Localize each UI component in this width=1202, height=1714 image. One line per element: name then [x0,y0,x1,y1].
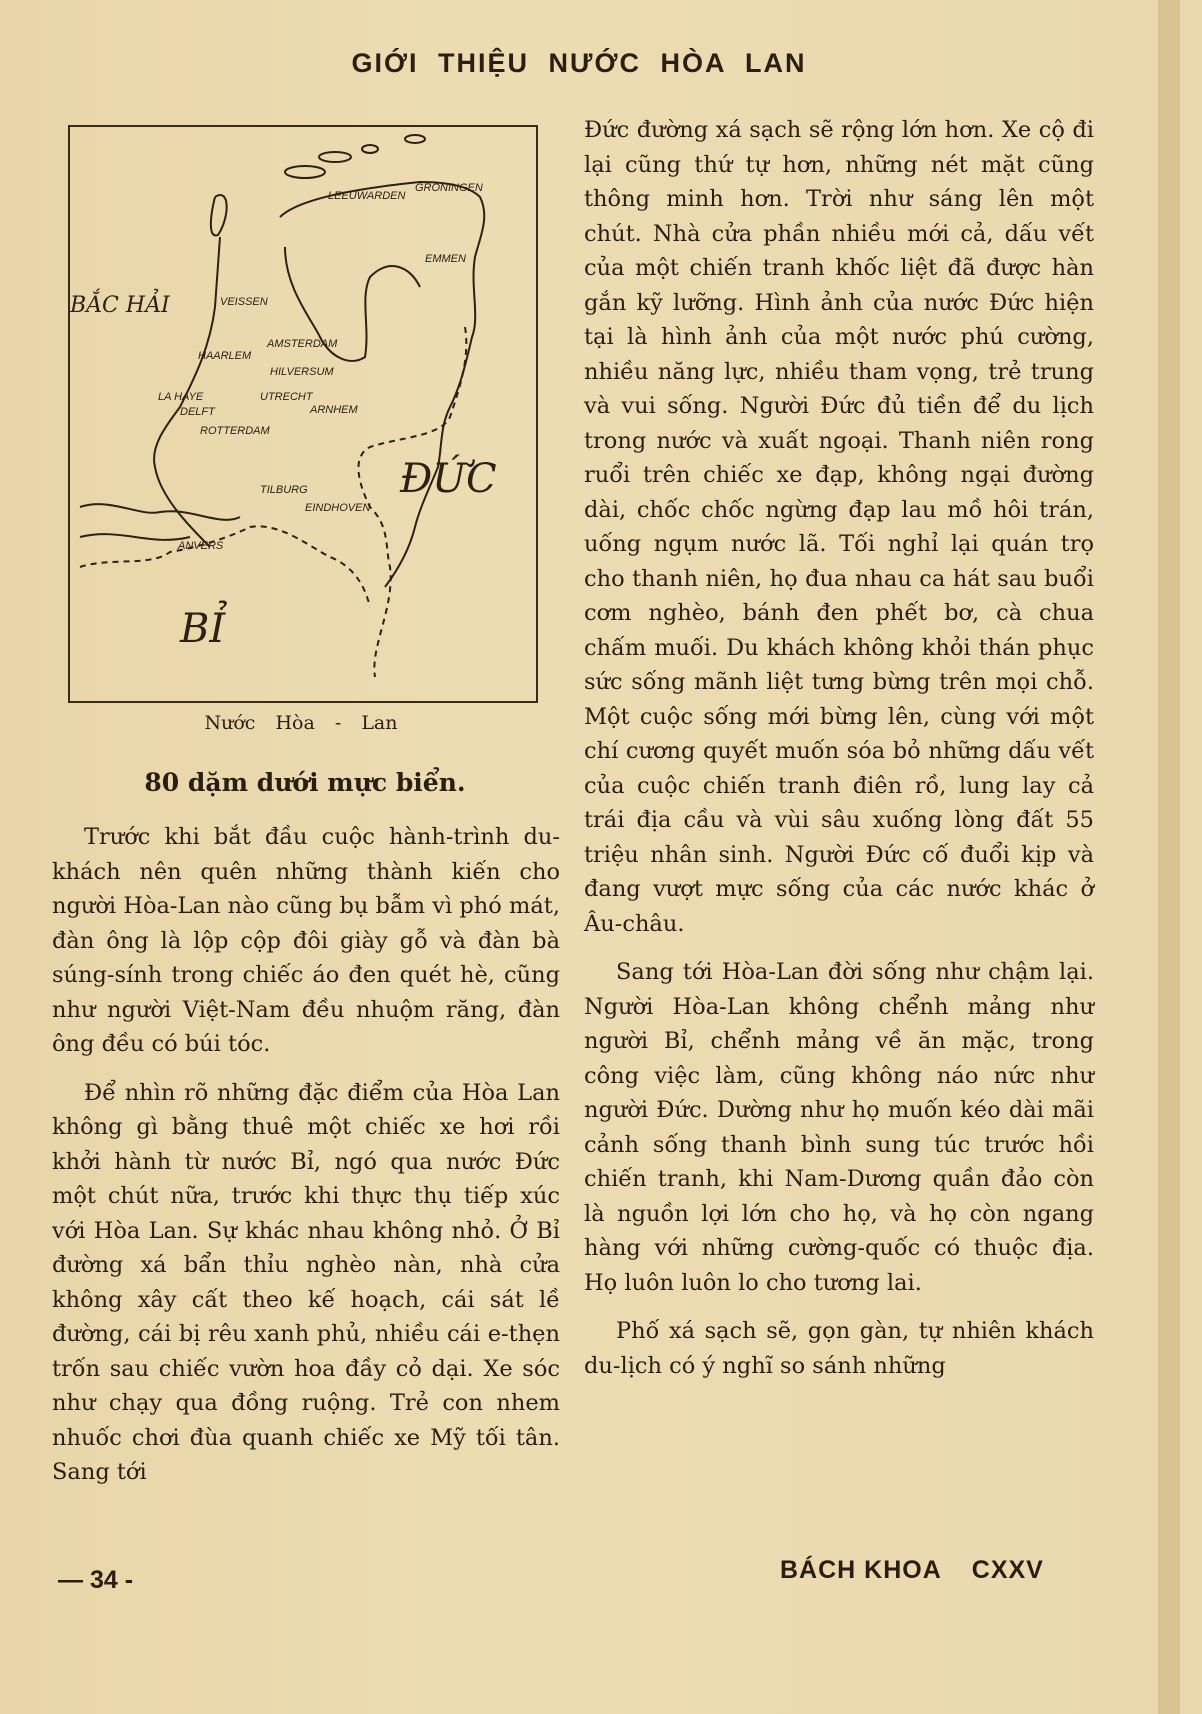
left-column [52,820,560,1504]
paragraph: Phố xá sạch sẽ, gọn gàn, tự nhiên khách du-lịch có ý nghĩ so sánh những [584,1318,1094,1379]
city-label: LEEUWARDEN [328,190,406,202]
island-1 [285,166,325,178]
page-edge [1158,0,1180,1714]
south-border [80,526,370,607]
delta [80,504,240,540]
south-label: BỈ [180,606,226,652]
east-label: ĐỨC [400,456,497,502]
paragraph: Sang tới Hòa-Lan đời sống như chậm lại. Người Hòa-Lan không chểnh mảng như người Bỉ, chểnh mảng về ăn mặc, trong công việc làm, cũng không náo nức như người Đức. Dường như họ muốn kéo dài mãi cảnh sống thanh bình sung túc trước hồi chiến tranh, khi Nam-Dương quần đảo còn là nguồn lợi lớn cho họ, và họ còn ngang hàng với những cường-quốc có thuộc địa. Họ luôn luôn lo cho tương lai. [584,959,1094,1296]
right-column [584,113,1094,1397]
city-label: AMSTERDAM [267,338,338,350]
city-label: EINDHOVEN [305,502,371,514]
map-drawing [70,127,536,701]
issue-number: CXXV [971,1556,1044,1584]
island-3 [362,145,378,153]
island-5 [211,195,227,235]
netherlands-map [68,125,538,703]
city-label: HAARLEM [198,350,252,362]
paragraph: Trước khi bắt đầu cuộc hành-trình du-khách nên quên những thành kiến cho người Hòa-Lan nào cũng bụ bẫm vì phó mát, đàn ông là lộp cộp đôi giày gỗ và đàn bà súng-sính trong chiếc áo đen quét hè, cũng như người Việt-Nam đều nhuộm răng, đàn ông đều có búi tóc. [52,824,560,1057]
island-4 [405,135,425,143]
journal-footer [780,1556,1044,1585]
map-caption: Nước Hòa - Lan [204,712,398,734]
section-subheading: 80 dặm dưới mực biển. [144,768,466,797]
city-label: ROTTERDAM [200,425,270,437]
page-header: GIỚI THIỆU NƯỚC HÒA LAN [351,48,807,78]
city-label: EMMEN [425,253,466,265]
sea-label: BẮC HẢI [70,293,170,318]
east-border [358,327,466,677]
city-label: ANVERS [178,540,224,552]
paragraph: Đức đường xá sạch sẽ rộng lớn hơn. Xe cộ đi lại cũng thứ tự hơn, những nét mặt cũng thông minh hơn. Trời như sáng lên một chút. Nhà cửa phần nhiều mới cả, dấu vết của một chiến tranh khốc liệt đã được hàn gắn kỹ lưỡng. Hình ảnh của nước Đức hiện tại là hình ảnh của một nước phú cường, nhiều năng lực, nhiều tham vọng, trẻ trung và vui sống. Người Đức đủ tiền để du lịch trong nước và xuất ngoại. Thanh niên rong ruổi trên chiếc xe đạp, không ngại đường dài, chốc chốc ngừng đạp lau mồ hôi trán, uống ngụm nước lã. Tối nghỉ lại quán trọ cho thanh niên, họ đua nhau ca hát sau buổi cơm nghèo, bánh đen phết bơ, cà chua chấm muối. Du khách không khỏi thán phục sức sống mãnh liệt tưng bừng trên mọi chỗ. Một cuộc sống mới bừng lên, cùng với một chí cương quyết muốn sóa bỏ những dấu vết của cuộc chiến tranh điên rồ, lung lay cả trái địa cầu và vùi sâu xuống lòng đất 55 triệu nhân sinh. Người Đức cố đuổi kịp và đang vượt mực sống của các nước khác ở Âu-châu. [584,117,1094,937]
city-label: GRONINGEN [415,182,483,194]
page-number: — 34 - [58,1566,134,1594]
city-label: DELFT [180,406,215,418]
city-label: TILBURG [260,484,308,496]
city-label: VEISSEN [220,296,268,308]
paragraph: Để nhìn rõ những đặc điểm của Hòa Lan không gì bằng thuê một chiếc xe hơi rồi khởi hành từ nước Bỉ, ngó qua nước Đức một chút nữa, trước khi thực thụ tiếp xúc với Hòa Lan. Sự khác nhau không nhỏ. Ở Bỉ đường xá bẩn thỉu nghèo nàn, nhà cửa không xây cất theo kế hoạch, cái sát lề đường, cái bị rêu xanh phủ, nhiều cái e-thẹn trốn sau chiếc vườn hoa đầy cỏ dại. Xe sóc như chạy qua đồng ruộng. Trẻ con nhem nhuốc chơi đùa quanh chiếc xe Mỹ tối tân. Sang tới [52,1079,560,1485]
journal-name: BÁCH KHOA [780,1556,942,1584]
city-label: HILVERSUM [270,366,334,378]
island-2 [319,152,351,162]
city-label: LA HAYE [158,391,204,403]
city-label: UTRECHT [260,391,313,403]
city-label: ARNHEM [310,404,358,416]
